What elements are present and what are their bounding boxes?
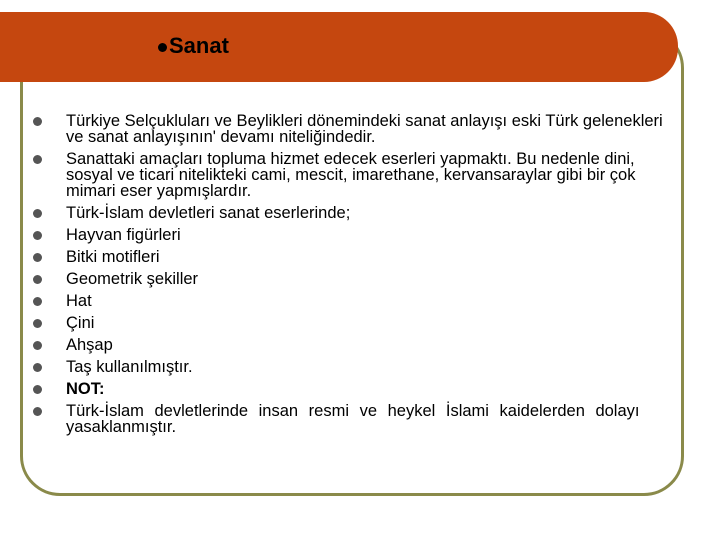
bullet-icon — [33, 385, 42, 394]
title-bullet-icon — [158, 43, 167, 52]
bullet-icon — [33, 155, 42, 164]
list-item: Çini — [26, 315, 666, 331]
header-bar — [0, 12, 678, 82]
list-item: Hat — [26, 293, 666, 309]
slide-title — [158, 33, 229, 59]
bullet-icon — [33, 275, 42, 284]
bullet-icon — [33, 297, 42, 306]
bullet-icon — [33, 341, 42, 350]
list-item: Ahşap — [26, 337, 666, 353]
bullet-icon — [33, 319, 42, 328]
bullet-icon — [33, 231, 42, 240]
list-item: Taş kullanılmıştır. — [26, 359, 666, 375]
list-item: Türk-İslam devletlerinde insan resmi ve heykel İslami kaidelerden dolayı yasaklanmıştır. — [26, 403, 666, 435]
list-item: Sanattaki amaçları topluma hizmet edecek eserleri yapmaktı. Bu nedenle dini, sosyal ve ticari nitelikteki cami, mescit, imarethane, kervansaraylar gibi bir çok mimari eser yapmışlardır. — [26, 151, 666, 199]
list-item: Bitki motifleri — [26, 249, 666, 265]
bullet-icon — [33, 117, 42, 126]
bullet-icon — [33, 407, 42, 416]
bullet-icon — [33, 209, 42, 218]
bullet-icon — [33, 363, 42, 372]
list-item: Türkiye Selçukluları ve Beylikleri dönemindeki sanat anlayışı eski Türk gelenekleri ve sanat anlayışının' devamı niteliğindedir. — [26, 113, 666, 145]
title-text: Sanat — [169, 33, 229, 58]
list-item: Geometrik şekiller — [26, 271, 666, 287]
bullet-icon — [33, 253, 42, 262]
list-item-note: NOT: — [26, 381, 666, 397]
list-item: Türk-İslam devletleri sanat eserlerinde; — [26, 205, 666, 221]
bullet-list — [26, 113, 666, 441]
list-item: Hayvan figürleri — [26, 227, 666, 243]
